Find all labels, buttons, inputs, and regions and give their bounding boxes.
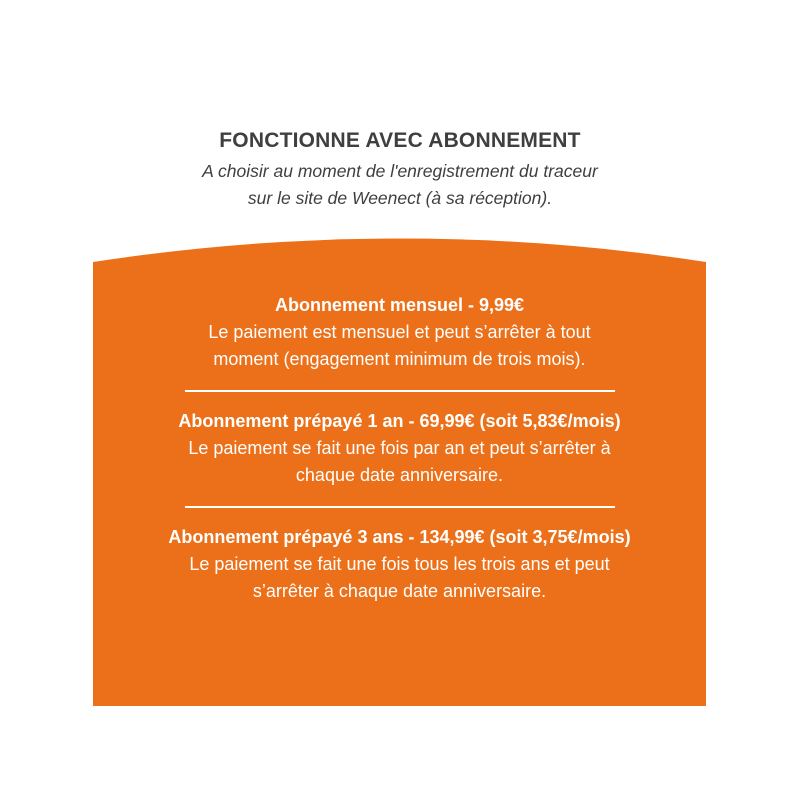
plan-title: Abonnement prépayé 3 ans - 134,99€ (soit 3,75€/mois) <box>168 527 631 547</box>
plan-description-line: chaque date anniversaire. <box>295 465 504 485</box>
plan-description-line: Le paiement se fait une fois tous les trois ans et peut <box>189 554 610 574</box>
divider <box>185 390 615 392</box>
page-title: FONCTIONNE AVEC ABONNEMENT <box>219 129 581 152</box>
plan-prepaid-3-years <box>93 524 706 605</box>
plan-description-line: Le paiement se fait une fois par an et peut s’arrêter à <box>188 438 611 458</box>
subtitle-line: sur le site de Weenect (à sa réception). <box>247 188 553 208</box>
divider <box>185 506 615 508</box>
plan-description-line: Le paiement est mensuel et peut s’arrêter à tout <box>208 322 591 342</box>
plan-title: Abonnement prépayé 1 an - 69,99€ (soit 5,83€/mois) <box>178 411 621 431</box>
subtitle-line: A choisir au moment de l'enregistrement du traceur <box>202 161 598 181</box>
plan-title: Abonnement mensuel - 9,99€ <box>274 295 525 315</box>
plans-list <box>93 292 706 605</box>
plan-description-line: s’arrêter à chaque date anniversaire. <box>252 581 547 601</box>
plan-monthly <box>93 292 706 373</box>
plan-prepaid-1-year <box>93 408 706 489</box>
plan-description-line: moment (engagement minimum de trois mois). <box>213 349 586 369</box>
